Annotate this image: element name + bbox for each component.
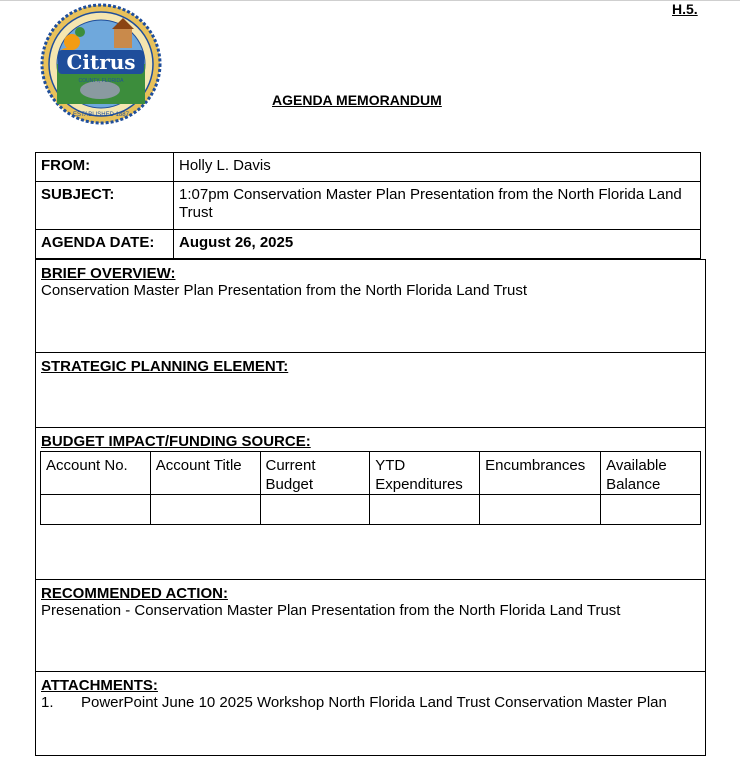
budget-table — [40, 451, 701, 525]
memo-title: AGENDA MEMORANDUM — [272, 92, 442, 108]
citrus-county-seal — [40, 2, 162, 126]
memo-header-table — [35, 152, 701, 259]
subject-label: SUBJECT: — [36, 182, 174, 230]
budget-impact-heading: BUDGET IMPACT/FUNDING SOURCE: — [41, 433, 311, 450]
seal-ring-bottom: ESTABLISHED 1887 — [73, 112, 129, 118]
budget-empty-row — [41, 495, 701, 525]
col-encumbrances: Encumbrances — [480, 452, 601, 495]
subject-row — [36, 182, 701, 230]
col-available-balance: Available Balance — [601, 452, 701, 495]
budget-header-row — [41, 452, 701, 495]
agenda-item-number: H.5. — [672, 1, 698, 17]
cell-encumbrances — [480, 495, 601, 525]
attachments-heading: ATTACHMENTS: — [41, 677, 158, 694]
from-label: FROM: — [36, 153, 174, 182]
top-rule — [0, 0, 740, 1]
col-current-budget: Current Budget — [260, 452, 370, 495]
attachment-number: 1. — [41, 694, 54, 711]
agenda-date-label: AGENDA DATE: — [36, 230, 174, 259]
strategic-planning-heading: STRATEGIC PLANNING ELEMENT: — [41, 358, 289, 375]
cell-ytd-expenditures — [370, 495, 480, 525]
cell-current-budget — [260, 495, 370, 525]
recommended-action-heading: RECOMMENDED ACTION: — [41, 585, 228, 602]
subject-value: 1:07pm Conservation Master Plan Presentation from the North Florida Land Trust — [174, 182, 701, 230]
brief-overview-section — [35, 259, 706, 353]
cell-account-no — [41, 495, 151, 525]
attachment-item — [36, 694, 705, 712]
attachments-section — [35, 671, 706, 756]
recommended-action-section — [35, 579, 706, 672]
seal-ring-top: COUNTY, FLORIDA — [78, 78, 124, 84]
brief-overview-heading: BRIEF OVERVIEW: — [41, 265, 176, 282]
col-ytd-expenditures: YTD Expenditures — [370, 452, 480, 495]
from-value: Holly L. Davis — [174, 153, 701, 182]
agenda-date-row — [36, 230, 701, 259]
col-account-title: Account Title — [150, 452, 260, 495]
agenda-date-value: August 26, 2025 — [174, 230, 701, 259]
cell-account-title — [150, 495, 260, 525]
strategic-planning-section — [35, 352, 706, 428]
recommended-action-text: Presenation - Conservation Master Plan Presentation from the North Florida Land Trust — [41, 602, 621, 619]
seal-wordmark: Citrus — [66, 50, 136, 74]
attachment-link[interactable]: PowerPoint June 10 2025 Workshop North Florida Land Trust Conservation Master Plan — [81, 694, 667, 711]
cell-available-balance — [601, 495, 701, 525]
from-row — [36, 153, 701, 182]
brief-overview-text: Conservation Master Plan Presentation from the North Florida Land Trust — [41, 282, 528, 299]
col-account-no: Account No. — [41, 452, 151, 495]
